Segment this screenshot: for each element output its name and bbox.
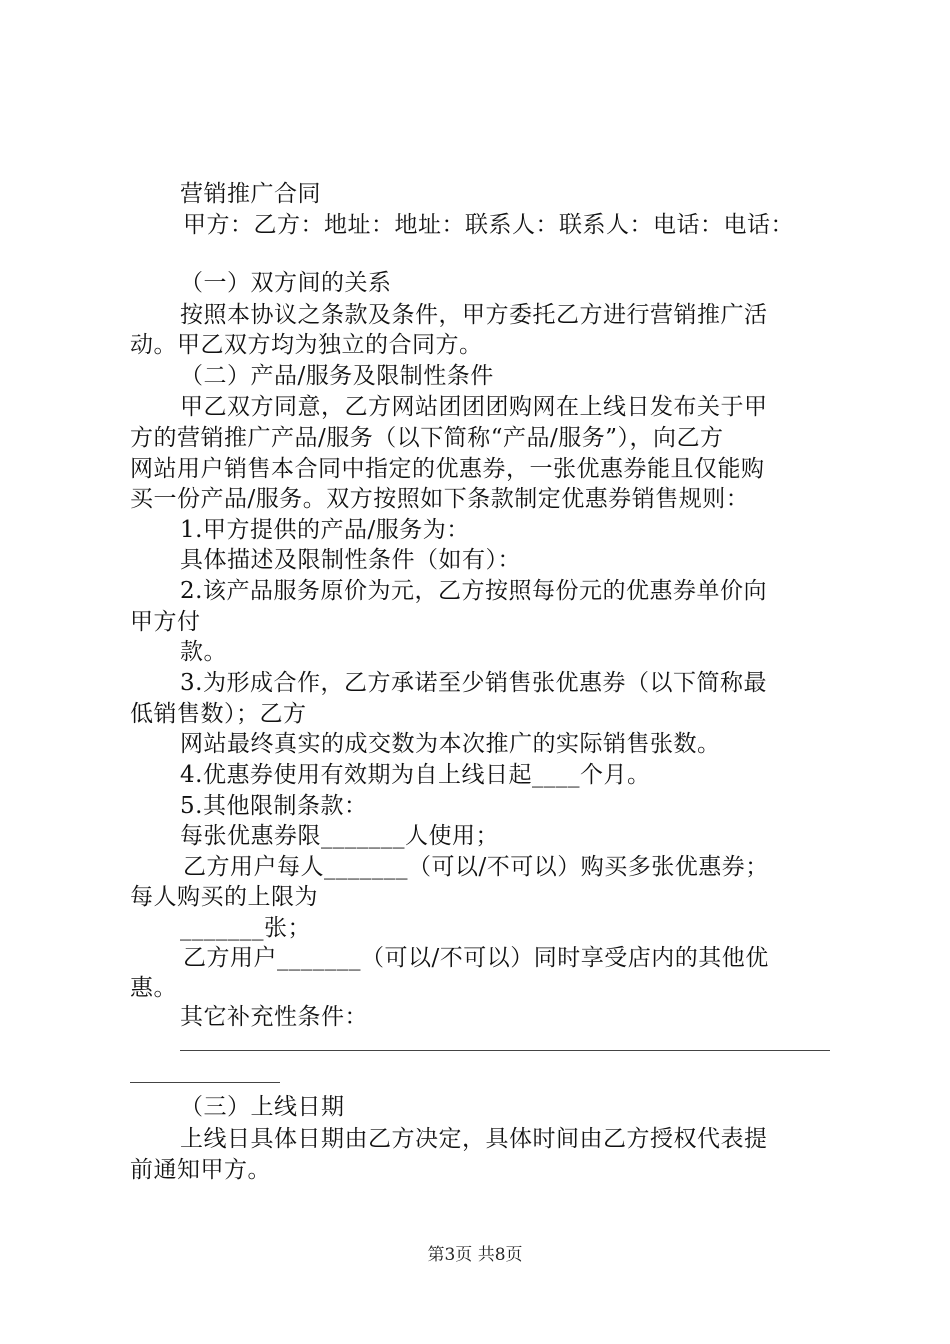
clause-5-purchase-line: _______张； — [180, 915, 311, 941]
supplementary-conditions-label: 其它补充性条件： — [180, 1004, 368, 1030]
section-3-heading: （三）上线日期 — [180, 1094, 345, 1120]
clause-5-discount-line: 惠。 — [130, 975, 177, 1001]
section-1-heading: （一）双方间的关系 — [180, 270, 392, 296]
parties-line: 甲方：乙方：地址：地址：联系人：联系人：电话：电话： — [183, 212, 794, 238]
clause-5-purchase-line: 乙方用户每人_______（可以/不可以）购买多张优惠券； — [183, 854, 769, 880]
clause-1: 1.甲方提供的产品/服务为： — [180, 517, 470, 543]
clause-5-discount-line: 乙方用户_______（可以/不可以）同时享受店内的其他优 — [183, 945, 769, 971]
section-3-paragraph-line: 前通知甲方。 — [130, 1157, 271, 1183]
clause-2-line: 甲方付 — [130, 609, 201, 635]
blank-fill-line — [180, 1050, 830, 1051]
section-2-paragraph-line: 甲乙双方同意，乙方网站团团团购网在上线日发布关于甲 — [180, 394, 768, 420]
page-number-footer: 第3页 共8页 — [427, 1245, 523, 1265]
blank-fill-line — [130, 1082, 280, 1083]
contract-title: 营销推广合同 — [180, 181, 321, 207]
section-2-paragraph-line: 买一份产品/服务。双方按照如下条款制定优惠券销售规则： — [130, 486, 750, 512]
section-3-paragraph-line: 上线日具体日期由乙方决定，具体时间由乙方授权代表提 — [180, 1126, 768, 1152]
clause-2-line: 款。 — [180, 639, 227, 665]
clause-3-line: 低销售数）；乙方 — [130, 701, 307, 727]
clause-5-purchase-line: 每人购买的上限为 — [130, 884, 318, 910]
section-1-paragraph-line: 动。甲乙双方均为独立的合同方。 — [130, 332, 483, 358]
clause-1-description: 具体描述及限制性条件（如有）： — [180, 547, 521, 573]
clause-4: 4.优惠券使用有效期为自上线日起____个月。 — [180, 762, 651, 788]
clause-3-line: 3.为形成合作，乙方承诺至少销售张优惠券（以下简称最 — [180, 670, 767, 696]
section-2-paragraph-line: 方的营销推广产品/服务（以下简称“产品/服务”），向乙方 — [130, 425, 724, 451]
clause-5-limit-per-coupon: 每张优惠券限_______人使用； — [180, 823, 499, 849]
section-2-paragraph-line: 网站用户销售本合同中指定的优惠券，一张优惠券能且仅能购 — [130, 456, 765, 482]
clause-3-line: 网站最终真实的成交数为本次推广的实际销售张数。 — [180, 731, 721, 757]
clause-2-line: 2.该产品服务原价为元，乙方按照每份元的优惠券单价向 — [180, 578, 767, 604]
clause-5: 5.其他限制条款： — [180, 793, 368, 819]
section-2-heading: （二）产品/服务及限制性条件 — [180, 363, 494, 389]
section-1-paragraph-line: 按照本协议之条款及条件，甲方委托乙方进行营销推广活 — [180, 302, 768, 328]
